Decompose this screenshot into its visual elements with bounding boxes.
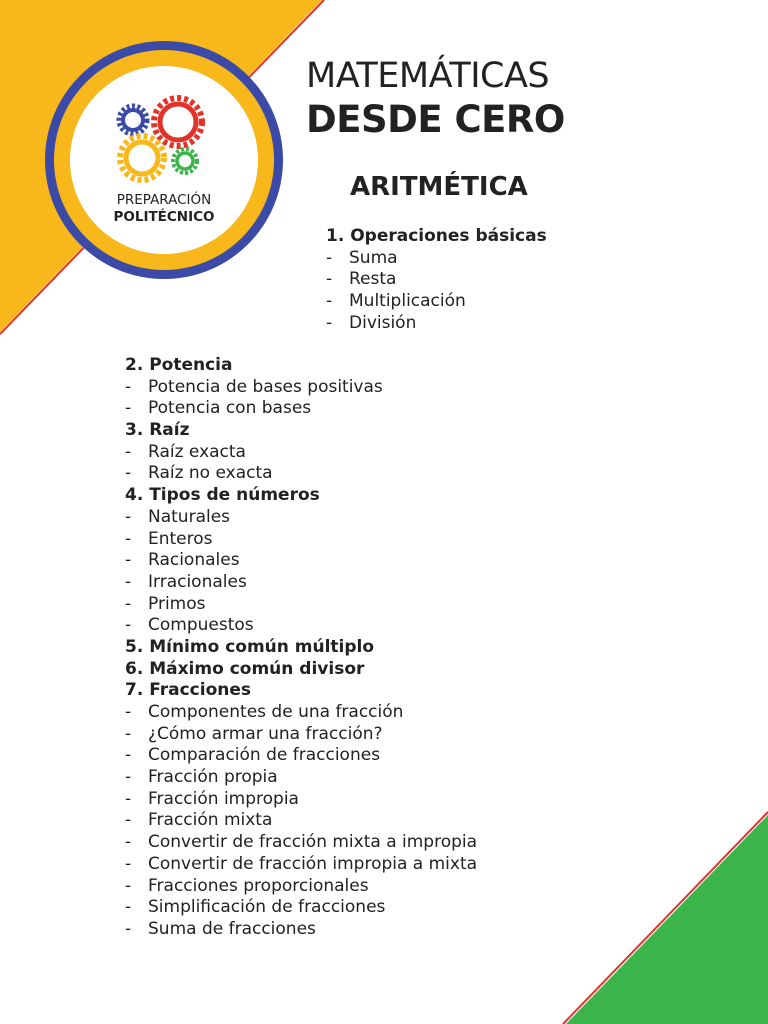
page-title-line2: DESDE CERO: [306, 98, 565, 141]
section-heading: 2. Potencia: [125, 355, 233, 375]
list-item: - Racionales: [125, 550, 240, 571]
page-title-line1: MATEMÁTICAS: [306, 56, 550, 96]
list-item: - División: [326, 312, 417, 333]
list-item: - Fracción mixta: [125, 810, 273, 831]
logo-preparacion-politecnico: [44, 40, 284, 280]
list-item: - Comparación de fracciones: [125, 745, 381, 766]
list-item: - Raíz no exacta: [125, 463, 273, 484]
list-item: - Componentes de una fracción: [125, 702, 404, 722]
section-heading: 4. Tipos de números: [125, 485, 320, 506]
green-corner-triangle: [566, 815, 768, 1024]
list-item: - Raíz exacta: [125, 441, 246, 462]
section-heading: 6. Máximo común divisor: [125, 658, 365, 679]
list-item: - Naturales: [125, 506, 231, 527]
logo-text-line1: PREPARACIÓN: [116, 192, 212, 208]
subject-heading: ARITMÉTICA: [350, 172, 528, 202]
list-item: - Fracciones proporcionales: [125, 875, 369, 896]
list-item: - Convertir de fracción impropia a mixta: [125, 853, 478, 874]
list-item: - ¿Cómo armar una fracción?: [125, 723, 383, 744]
list-item: - Simplificación de fracciones: [125, 897, 386, 918]
list-item: - Compuestos: [125, 615, 254, 636]
list-item: - Potencia de bases positivas: [125, 376, 383, 397]
list-item: - Fracción impropia: [125, 788, 299, 809]
section-heading: 3. Raíz: [125, 420, 190, 441]
logo-text-line2: POLITÉCNICO: [113, 209, 215, 225]
section-heading: 7. Fracciones: [125, 680, 251, 701]
list-item: - Primos: [125, 593, 206, 614]
section-heading: 1. Operaciones básicas: [326, 226, 547, 246]
list-item: - Enteros: [125, 528, 213, 549]
list-item: - Suma de fracciones: [125, 918, 316, 939]
list-item: - Potencia con bases: [125, 398, 312, 419]
syllabus-list-main: [125, 355, 477, 941]
list-item: - Irracionales: [125, 571, 247, 592]
list-item: - Convertir de fracción mixta a impropia: [125, 832, 478, 853]
syllabus-list-top: [326, 226, 547, 334]
section-heading: 5. Mínimo común múltiplo: [125, 636, 375, 657]
list-item: - Suma: [326, 247, 398, 268]
list-item: - Fracción propia: [125, 767, 278, 788]
list-item: - Resta: [326, 269, 397, 290]
list-item: - Multiplicación: [326, 291, 466, 312]
